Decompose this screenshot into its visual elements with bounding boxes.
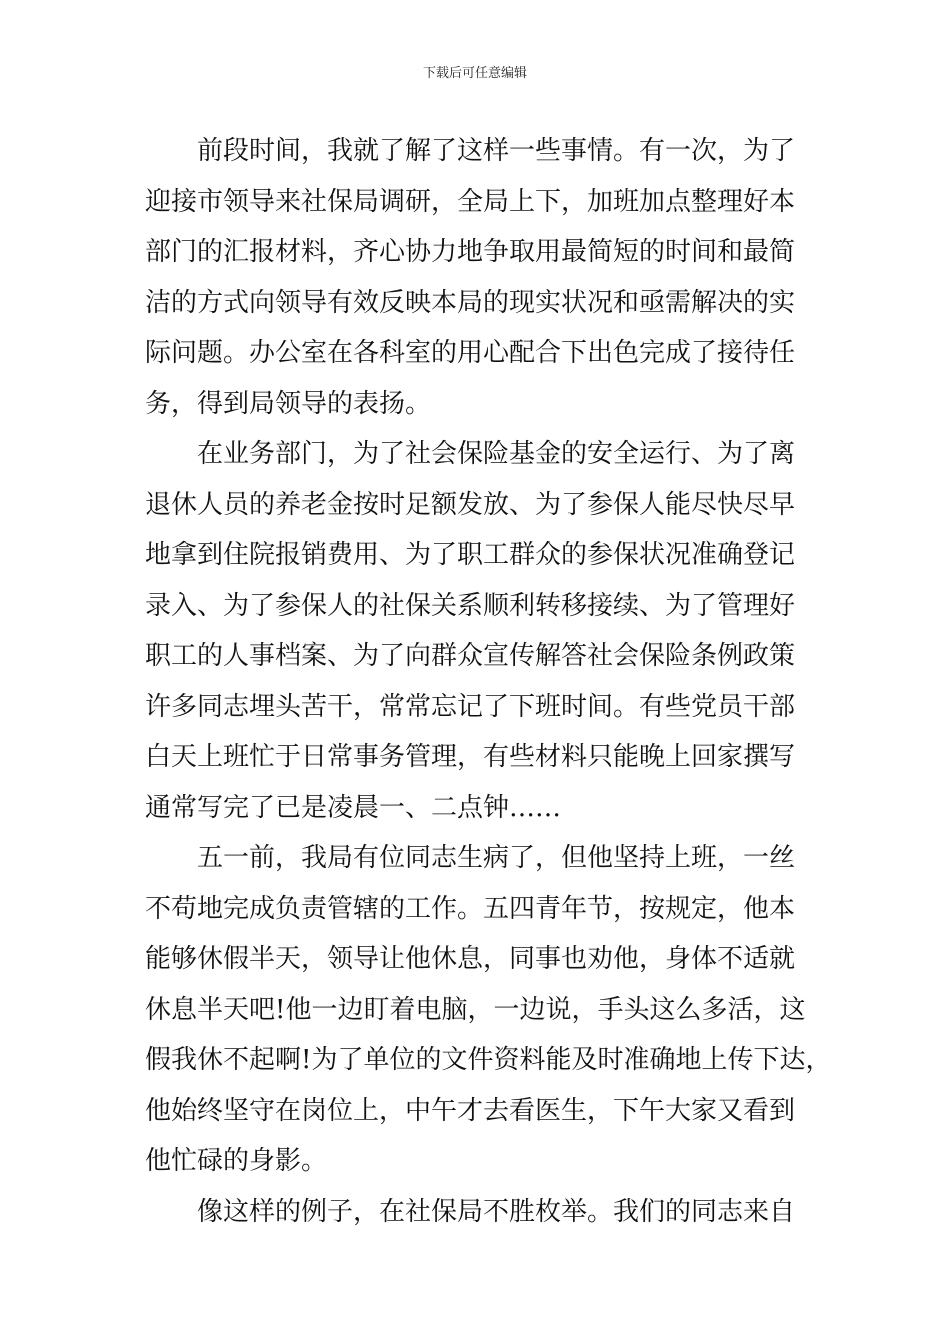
text-line: 通常写完了已是凌晨一、二点钟…… [145, 792, 562, 823]
text-line: 迎接市领导来社保局调研，全局上下，加班加点整理好本 [145, 186, 796, 217]
text-line: 能够休假半天，领导让他休息，同事也劝他，身体不适就 [145, 944, 796, 974]
text-line: 地拿到住院报销费用、为了职工群众的参保状况准确登记 [145, 540, 796, 570]
text-line: 前段时间，我就了解了这样一些事情。有一次，为了 [197, 136, 796, 166]
text-line: 际问题。办公室在各科室的用心配合下出色完成了接待任 [145, 338, 796, 368]
text-line: 休息半天吧!他一边盯着电脑，一边说，手头这么多活，这 [145, 994, 806, 1025]
text-line: 职工的人事档案、为了向群众宣传解答社会保险条例政策 [145, 641, 796, 671]
text-line: 洁的方式向领导有效反映本局的现实状况和亟需解决的实 [145, 287, 796, 318]
text-line: 他忙碌的身影。 [145, 1146, 328, 1176]
text-line: 五一前，我局有位同志生病了，但他坚持上班，一丝 [197, 843, 796, 873]
text-line: 不苟地完成负责管辖的工作。五四青年节，按规定，他本 [145, 893, 796, 924]
paragraph [145, 126, 817, 429]
text-line: 他始终坚守在岗位上，中午才去看医生，下午大家又看到 [145, 1095, 796, 1126]
text-line: 像这样的例子，在社保局不胜枚举。我们的同志来自 [197, 1196, 796, 1227]
text-line: 假我休不起啊!为了单位的文件资料能及时准确地上传下达， [145, 1045, 832, 1075]
text-line: 许多同志埋头苦干，常常忘记了下班时间。有些党员干部 [145, 691, 796, 722]
document-body [145, 126, 832, 1237]
text-line: 退休人员的养老金按时足额发放、为了参保人能尽快尽早 [145, 489, 796, 520]
text-line: 白天上班忙于日常事务管理，有些材料只能晚上回家撰写 [145, 742, 796, 772]
text-line: 务，得到局领导的表扬。 [145, 388, 432, 419]
paragraph [145, 833, 832, 1187]
paragraph [145, 429, 817, 833]
text-line: 录入、为了参保人的社保关系顺利转移接续、为了管理好 [145, 590, 796, 621]
page-header: 下载后可任意编辑 [422, 66, 527, 81]
paragraph [145, 1187, 817, 1238]
text-line: 部门的汇报材料，齐心协力地争取用最简短的时间和最简 [145, 237, 796, 267]
text-line: 在业务部门，为了社会保险基金的安全运行、为了离 [197, 439, 796, 469]
